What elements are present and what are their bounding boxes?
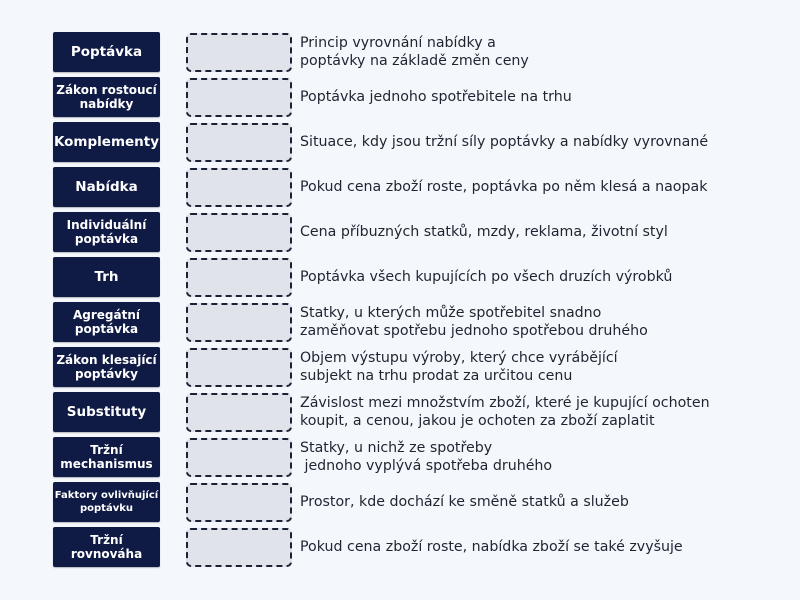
definition-text: Statky, u nichž ze spotřeby jednoho vyplývá spotřeba druhého <box>300 440 553 474</box>
drop-slot[interactable] <box>186 393 292 432</box>
definition-text: Objem výstupu výroby, který chce vyrábějící subjekt na trhu prodat za určitou cenu <box>300 350 618 384</box>
match-row <box>53 167 773 207</box>
match-row <box>53 77 773 117</box>
term-tile[interactable]: Nabídka <box>53 167 160 207</box>
drop-slot[interactable] <box>186 213 292 252</box>
definition-text: Cena příbuzných statků, mzdy, reklama, životní styl <box>300 224 668 240</box>
match-row <box>53 257 773 297</box>
term-tile[interactable]: Zákon rostoucí nabídky <box>53 77 160 117</box>
term-tile[interactable]: Tržní rovnováha <box>53 527 160 567</box>
match-row <box>53 32 773 72</box>
term-tile[interactable]: Zákon klesající poptávky <box>53 347 160 387</box>
drop-slot[interactable] <box>186 528 292 567</box>
drop-slot[interactable] <box>186 33 292 72</box>
drop-slot[interactable] <box>186 303 292 342</box>
term-tile[interactable]: Individuální poptávka <box>53 212 160 252</box>
drop-slot[interactable] <box>186 123 292 162</box>
drop-slot[interactable] <box>186 78 292 117</box>
term-tile[interactable]: Komplementy <box>53 122 160 162</box>
match-row <box>53 527 773 567</box>
definition-text: Situace, kdy jsou tržní síly poptávky a nabídky vyrovnané <box>300 134 709 150</box>
definition-text: Princip vyrovnání nabídky a poptávky na základě změn ceny <box>300 35 529 69</box>
term-tile[interactable]: Substituty <box>53 392 160 432</box>
definition-text: Pokud cena zboží roste, nabídka zboží se také zvyšuje <box>300 539 683 555</box>
definition-text: Prostor, kde dochází ke směně statků a služeb <box>300 494 629 510</box>
match-row <box>53 392 773 432</box>
definition-text: Pokud cena zboží roste, poptávka po něm klesá a naopak <box>300 179 708 195</box>
term-tile[interactable]: Tržní mechanismus <box>53 437 160 477</box>
match-row <box>53 302 773 342</box>
drop-slot[interactable] <box>186 258 292 297</box>
term-tile[interactable]: Poptávka <box>53 32 160 72</box>
definition-text: Statky, u kterých může spotřebitel snadno zaměňovat spotřebu jednoho spotřebou druhého <box>300 305 648 339</box>
drop-slot[interactable] <box>186 168 292 207</box>
match-row <box>53 437 773 477</box>
match-row <box>53 482 773 522</box>
term-tile[interactable]: Faktory ovlivňující poptávku <box>53 482 160 522</box>
match-row <box>53 122 773 162</box>
term-tile[interactable]: Agregátní poptávka <box>53 302 160 342</box>
term-tile[interactable]: Trh <box>53 257 160 297</box>
match-row <box>53 347 773 387</box>
definition-text: Závislost mezi množstvím zboží, které je kupující ochoten koupit, a cenou, jakou je ochoten za zboží zaplatit <box>300 395 710 429</box>
definition-text: Poptávka jednoho spotřebitele na trhu <box>300 89 572 105</box>
drop-slot[interactable] <box>186 483 292 522</box>
match-row <box>53 212 773 252</box>
definition-text: Poptávka všech kupujících po všech druzích výrobků <box>300 269 673 285</box>
drop-slot[interactable] <box>186 348 292 387</box>
drop-slot[interactable] <box>186 438 292 477</box>
